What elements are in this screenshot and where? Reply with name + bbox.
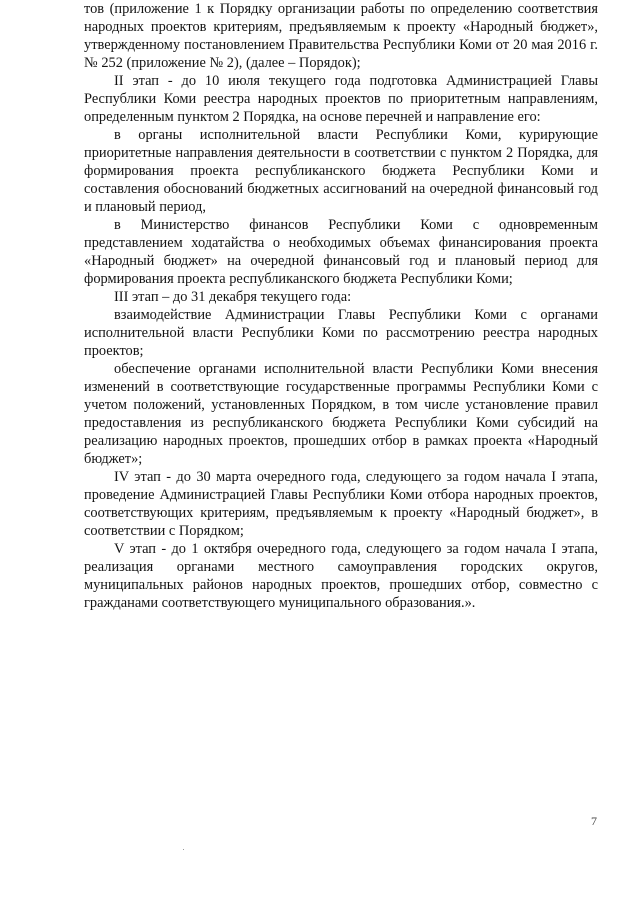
paragraph-stage-3: III этап – до 31 декабря текущего года:	[114, 289, 352, 305]
paragraph-stage-2: II этап - до 10 июля текущего года подготовка Администрацией Главы Республики Коми реестра народных проектов по приоритетным направлениям, определенным пунктом 2 Порядка, на основе перечней и направление его:	[84, 73, 598, 125]
paragraph-executive-bodies: в органы исполнительной власти Республики Коми, курирующие приоритетные направления деятельности в соответствии с пунктом 2 Порядка, для формирования проекта республиканского бюджета Республики Коми и составления обоснований бюджетных ассигнований на очередной финансовый год и плановый период,	[84, 127, 598, 215]
document-body	[84, 0, 598, 612]
paragraph-interaction: взаимодействие Администрации Главы Республики Коми с органами исполнительной власти Республики Коми по рассмотрению реестра народных проектов;	[84, 307, 598, 359]
paragraph-stage-5: V этап - до 1 октября очередного года, следующего за годом начала I этапа, реализация органами местного самоуправления городских округов, муниципальных районов народных проектов, прошедших отбор, совместно с гражданами соответствующего муниципального образования.».	[84, 541, 598, 611]
paragraph-continuation: тов (приложение 1 к Порядку организации работы по определению соответствия народных проектов критериям, предъявляемым к проекту «Народный бюджет», утвержденному постановлением Правительства Республики Коми от 20 мая 2016 г. № 252 (приложение № 2), (далее – Порядок);	[84, 1, 598, 71]
paragraph-ministry-finance: в Министерство финансов Республики Коми с одновременным представлением ходатайства о необходимых объемах финансирования проекта «Народный бюджет» на очередной финансовый год и плановый период для формирования проекта республиканского бюджета Республики Коми;	[84, 217, 598, 287]
scan-speck	[183, 849, 184, 850]
paragraph-stage-4: IV этап - до 30 марта очередного года, следующего за годом начала I этапа, проведение Администрацией Главы Республики Коми отбора народных проектов, соответствующих критериям, предъявляемым к проекту «Народный бюджет», в соответствии с Порядком;	[84, 469, 598, 539]
page-number: 7	[591, 814, 597, 828]
paragraph-amendments: обеспечение органами исполнительной власти Республики Коми внесения изменений в соответствующие государственные программы Республики Коми с учетом положений, установленных Порядком, в том числе установление правил предоставления из республиканского бюджета Республики Коми субсидий на реализацию народных проектов, прошедших отбор в рамках проекта «Народный бюджет»;	[84, 361, 598, 467]
